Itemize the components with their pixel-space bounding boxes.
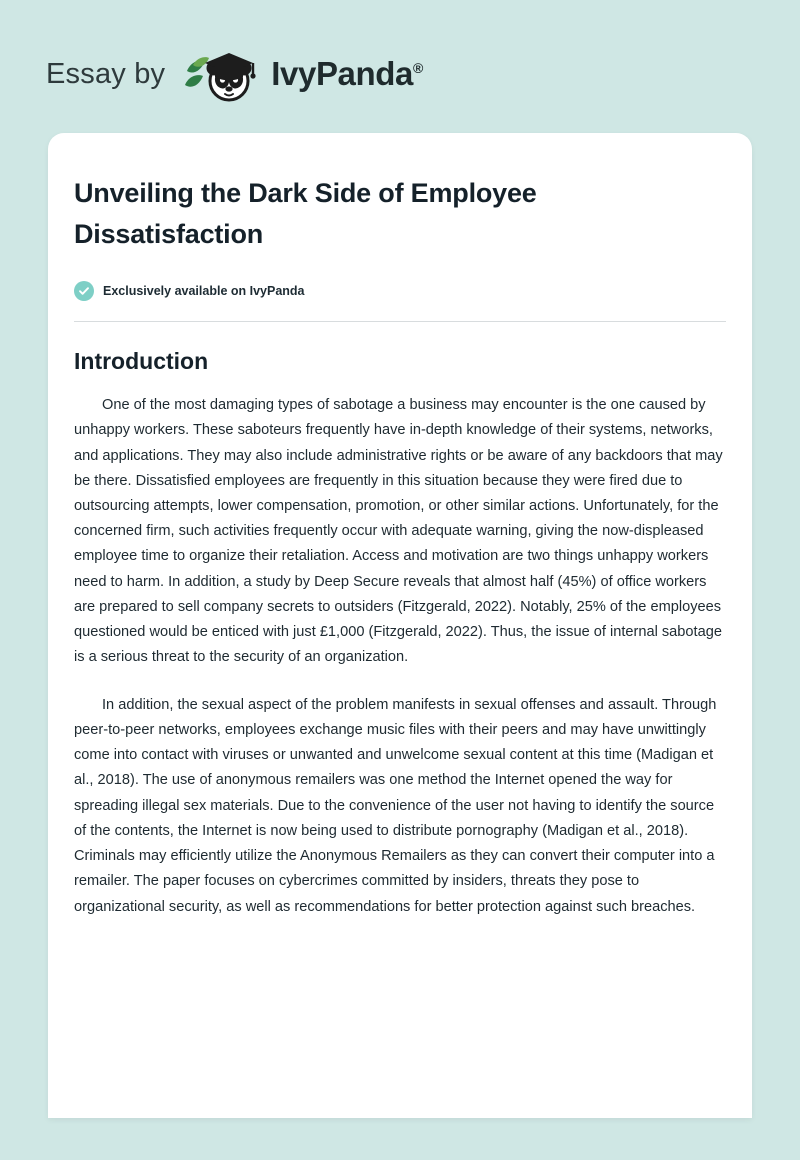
brand-name: IvyPanda® — [271, 55, 423, 92]
check-circle-icon — [74, 281, 94, 301]
panda-graduate-icon — [179, 41, 265, 107]
status-badge: Exclusively available on IvyPanda — [103, 284, 305, 299]
paragraph: In addition, the sexual aspect of the problem manifests in sexual offenses and assault. Through peer-to-peer networks, employees exchange music files with their peers and may have unwittingly come into contact with viruses or unwanted and unwelcome sexual content at this time (Madigan et al., 2018). The use of anonymous remailers was one method the Internet opened the way for spreading illegal sex materials. Due to the convenience of the user not having to identify the source of the contents, the Internet is now being used to distribute pornography (Madigan et al., 2018). Criminals may efficiently utilize the Anonymous Remailers as they can convert their computer into a remailer. The paper focuses on cybercrimes committed by insiders, threats they pose to organizational security, as well as recommendations for better protection against such breaches. — [74, 696, 717, 915]
paragraph: One of the most damaging types of sabotage a business may encounter is the one caused by unhappy workers. These saboteurs frequently have in-depth knowledge of their systems, networks, and applications. They may also include administrative rights or be aware of any backdoors that may be there. Dissatisfied employees are frequently in this situation because they were fired due to outsourcing attempts, lower compensation, promotion, or other similar actions. Unfortunately, for the concerned firm, such activities frequently occur with adequate warning, giving the now-displeased employee time to organize their retaliation. Access and motivation are two things unhappy workers need to harm. In addition, a study by Deep Secure reveals that almost half (45%) of office workers are prepared to sell company secrets to outsiders (Fitzgerald, 2022). Notably, 25% of the employees questioned would be enticed with just £1,000 (Fitzgerald, 2022). Thus, the issue of internal sabotage is a serious threat to the security of an organization. — [74, 397, 723, 666]
section-heading-introduction: Introduction — [74, 348, 209, 375]
essay-card — [48, 133, 752, 1118]
page-title: Unveiling the Dark Side of Employee Dissatisfaction — [74, 178, 537, 250]
registered-mark: ® — [412, 60, 423, 76]
site-header — [0, 0, 800, 110]
divider — [74, 321, 726, 322]
essay-by-label: Essay by — [46, 57, 166, 90]
exclusive-badge — [74, 281, 726, 301]
ivypanda-brand[interactable] — [179, 41, 423, 107]
